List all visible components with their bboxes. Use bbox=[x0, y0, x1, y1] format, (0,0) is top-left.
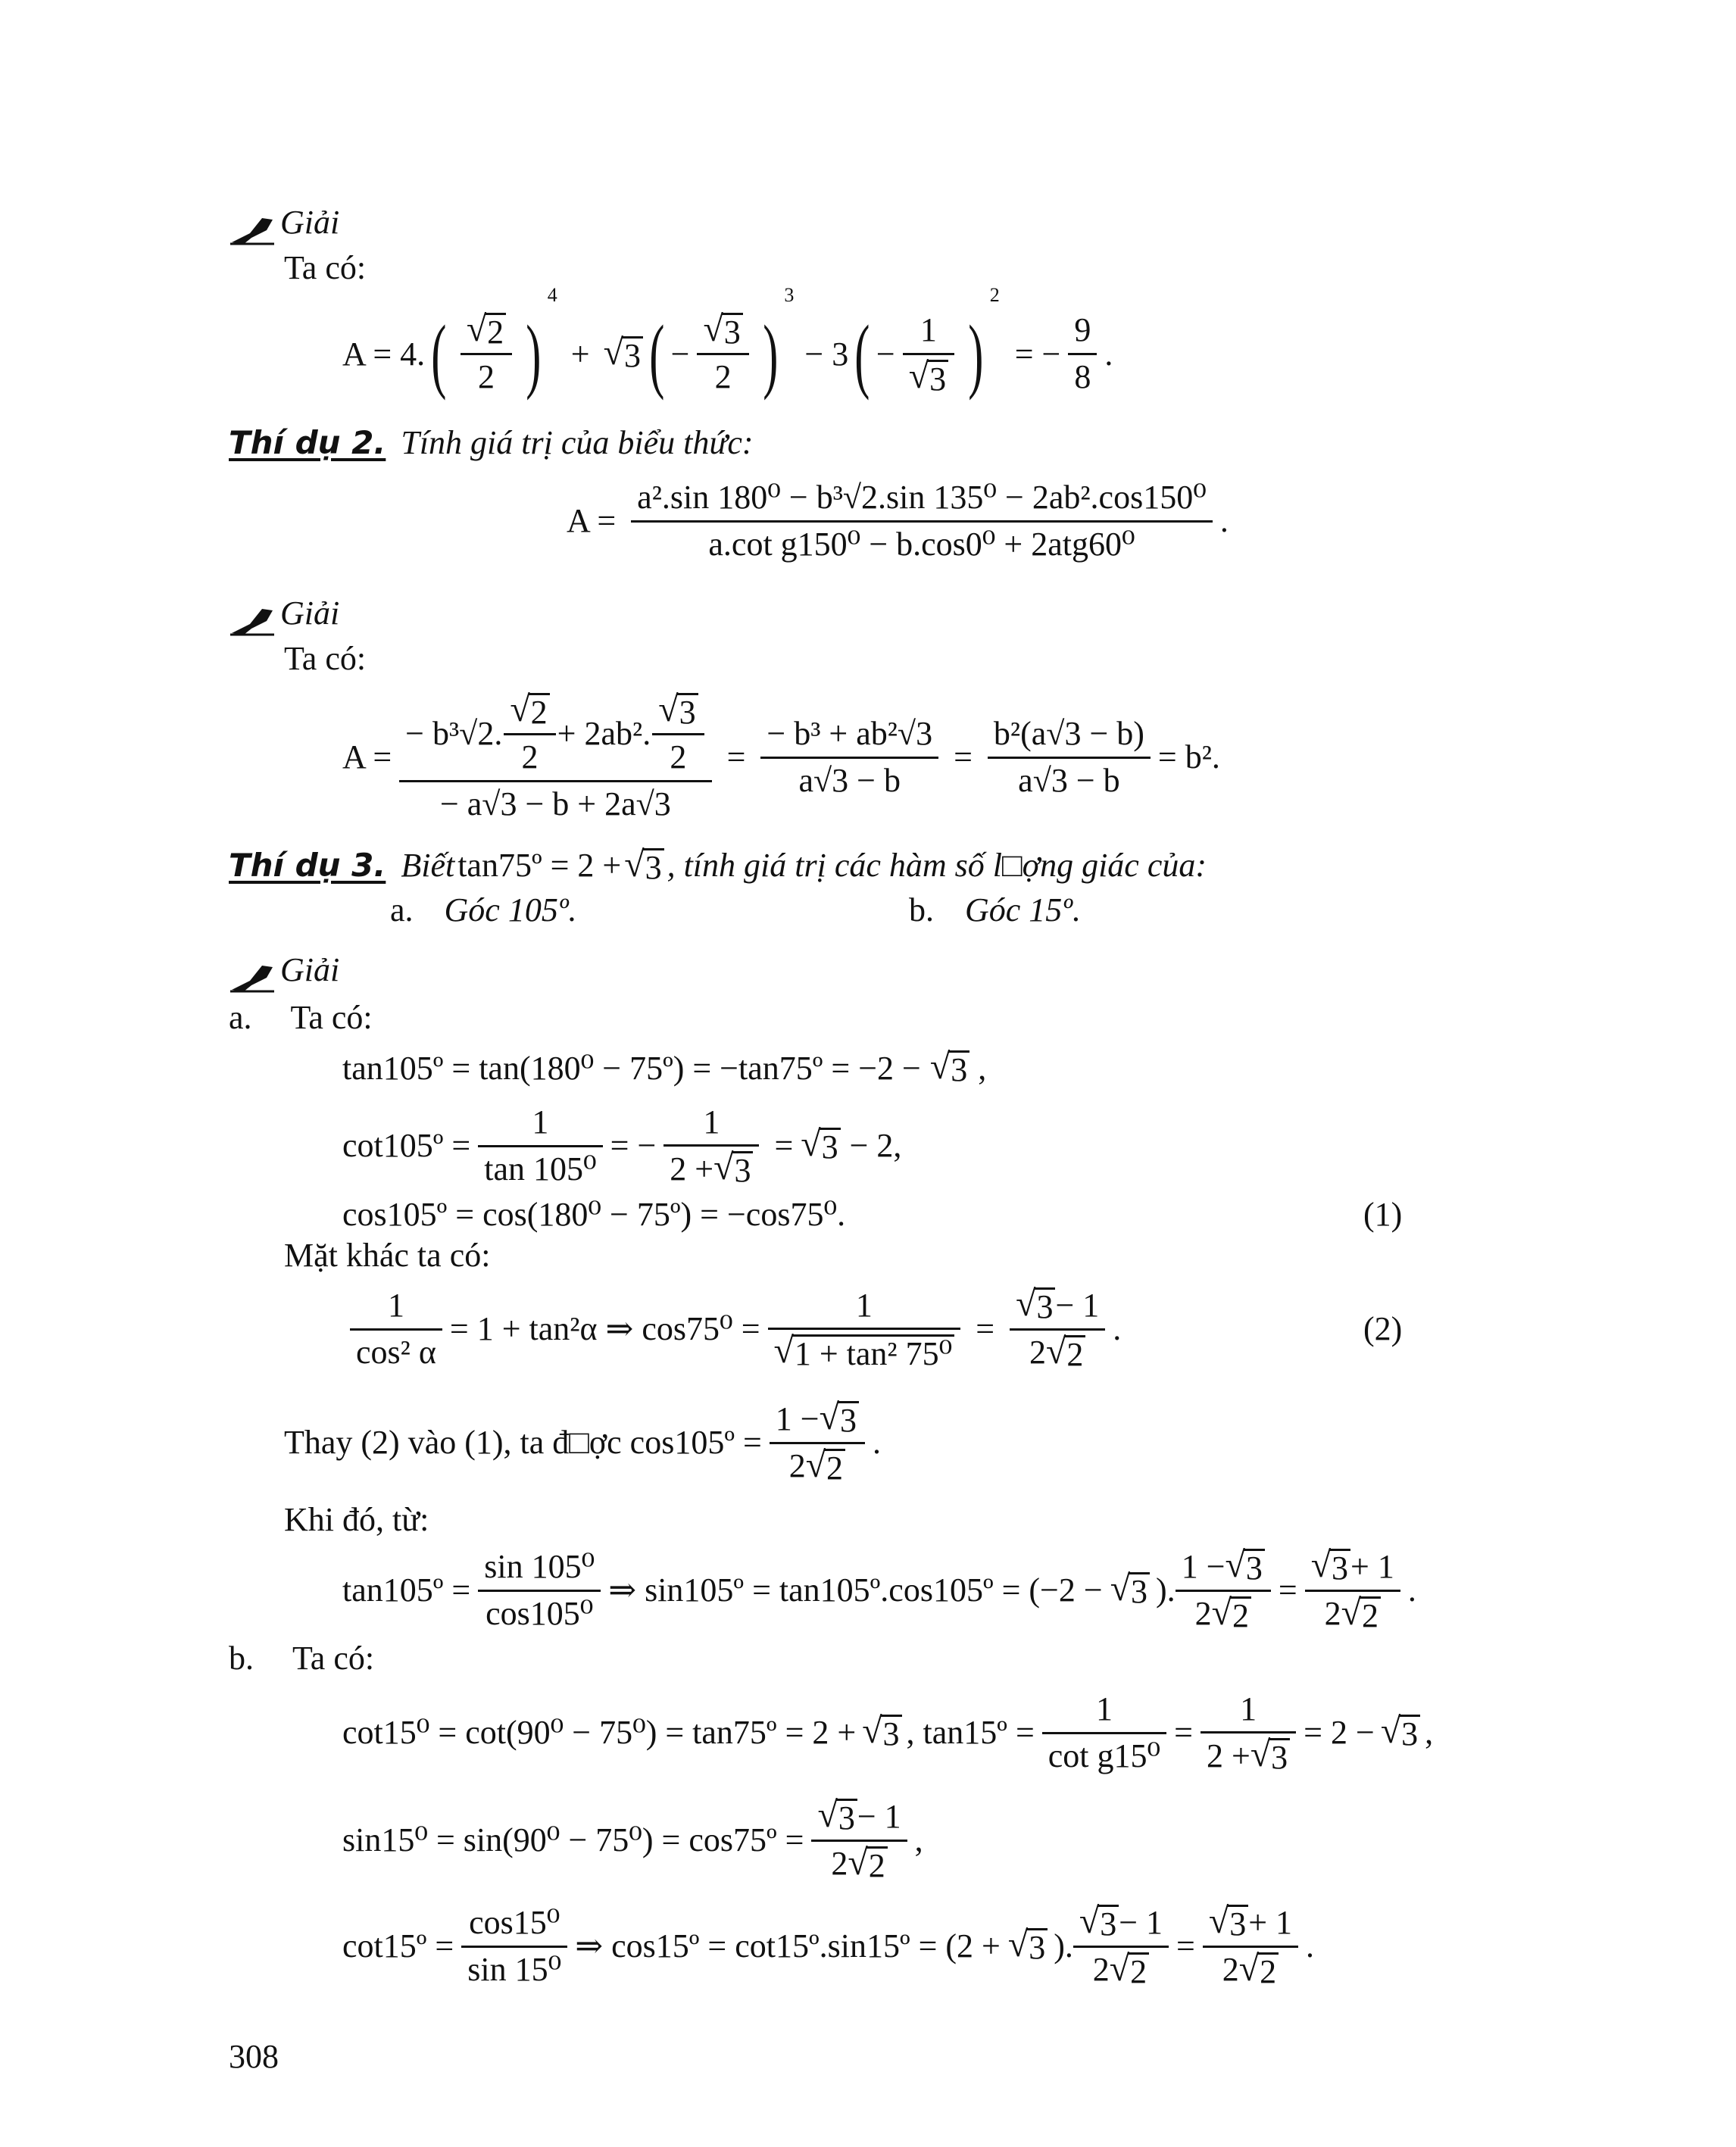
writing-hand-icon bbox=[229, 214, 277, 247]
expr-numerator: a².sin 180⁰ − b³√2.sin 135⁰ − 2ab².cos150⁰ bbox=[637, 478, 1207, 516]
exponent: 4 bbox=[547, 284, 557, 306]
example1-equation: A = 4. ( √ 2 2 ) 4 + √ 3 ( − √ 3 2 ) 3 − 3 ( − 1 √ 3 ) 2 = − $\frac{9}{8}$ . bbox=[342, 284, 1113, 401]
example-prompt: Tính giá trị của biểu thức: bbox=[401, 424, 754, 461]
example3-prompt: Thí dụ 3. Biết tan75º = 2 + √ 3 , tính giá trị các hàm số l□ợng giác của: bbox=[229, 844, 1207, 886]
example-heading: Thí dụ 2. bbox=[229, 424, 386, 461]
line-substitute: Thay (2) vào (1), ta đ□ợc cos105º = 1 − √ 3 2 √ 2 . bbox=[284, 1397, 881, 1487]
sol-b-label: b. Ta có: bbox=[229, 1640, 375, 1677]
khi-do: Khi đó, từ: bbox=[284, 1501, 429, 1538]
page-number: 308 bbox=[229, 2038, 279, 2075]
expr-denominator: a.cot g150⁰ − b.cos0⁰ + 2atg60⁰ bbox=[708, 525, 1135, 563]
writing-hand-icon bbox=[229, 961, 277, 994]
solution-header-2: Giải bbox=[229, 594, 339, 638]
example2-prompt bbox=[229, 424, 754, 461]
example2-solution: A = − b³√2. √ 2 2 + 2ab². √ 3 2 − a√3 − b + 2a√3 = $\frac{\text{− b³ + ab²√3}}{a√3 - b}$ = $\frac{\text{b²(a√3 − b)}}{a√3 - b}$ = b². bbox=[342, 688, 1220, 822]
ta-co-2: Ta có: bbox=[284, 640, 367, 677]
example2-expression: A = $\frac{\text{a².sin 180⁰ − b³√2.sin 135⁰ − 2ab².cos150⁰}}{\text{a.cot g150⁰ − b.cos0⁰ + 2atg60⁰}}$ . bbox=[567, 478, 1229, 563]
line-tan105: tan105º = tan(180⁰ − 75º) = −tan75º = −2 − √ 3 , bbox=[342, 1047, 987, 1088]
line-identity: $\frac{1}{\text{cos² α}}$ = 1 + tan²α ⇒ cos75⁰ = 1 √ 1 + tan² 75⁰ = √ 3 − 1 2 √ 2 . bbox=[342, 1276, 1121, 1382]
solution-header-1 bbox=[229, 203, 339, 247]
writing-hand-icon bbox=[229, 604, 277, 638]
solution-label: Giải bbox=[280, 204, 340, 241]
equation-ref-1: (1) bbox=[1363, 1196, 1403, 1233]
ta-co-1: Ta có: bbox=[284, 249, 367, 286]
part-a: a. Góc 105º. bbox=[390, 891, 577, 928]
example-heading: Thí dụ 3. bbox=[229, 847, 386, 884]
line-cos105: cos105º = cos(180⁰ − 75º) = −cos75⁰. bbox=[342, 1196, 846, 1233]
equation-ref-2: (2) bbox=[1363, 1310, 1403, 1347]
solution-header-3: Giải bbox=[229, 950, 339, 994]
sol-a-label: a. Ta có: bbox=[229, 999, 373, 1036]
part-b: b. Góc 15º. bbox=[909, 891, 1081, 928]
line-sin15: sin15⁰ = sin(90⁰ − 75⁰) = cos75º = √ 3 − 1 2 √ 2 , bbox=[342, 1795, 923, 1884]
line-cos15: cot15º = $\frac{\text{cos15⁰}}{\text{sin 15⁰}}$ ⇒ cos15º = cot15º.sin15º = (2 + √ 3 ). √ 3 − 1 2 √ 2 = √ 3 + 1 2 √ 2 . bbox=[342, 1901, 1315, 1990]
mat-khac: Mặt khác ta có: bbox=[284, 1237, 491, 1274]
line-cot105: cot105º = $\frac{1}{\text{tan 105⁰}}$ = − 1 2 + √ 3 = √ 3 − 2, bbox=[342, 1103, 902, 1190]
line-cot15: cot15⁰ = cot(90⁰ − 75⁰) = tan75º = 2 + √ 3 , tan15º = $\frac{1}{\text{cot g15⁰}}$ = 1 2 + √ 3 = 2 − √ 3 , bbox=[342, 1690, 1434, 1777]
line-sin105: tan105º = $\frac{\text{sin 105⁰}}{\text{cos105⁰}}$ ⇒ sin105º = tan105º.cos105º = (−2 − √ 3 ). 1 − √ 3 2 √ 2 = √ 3 + 1 2 √ 2 . bbox=[342, 1545, 1416, 1634]
eq-lhs: A = 4. bbox=[342, 335, 426, 373]
